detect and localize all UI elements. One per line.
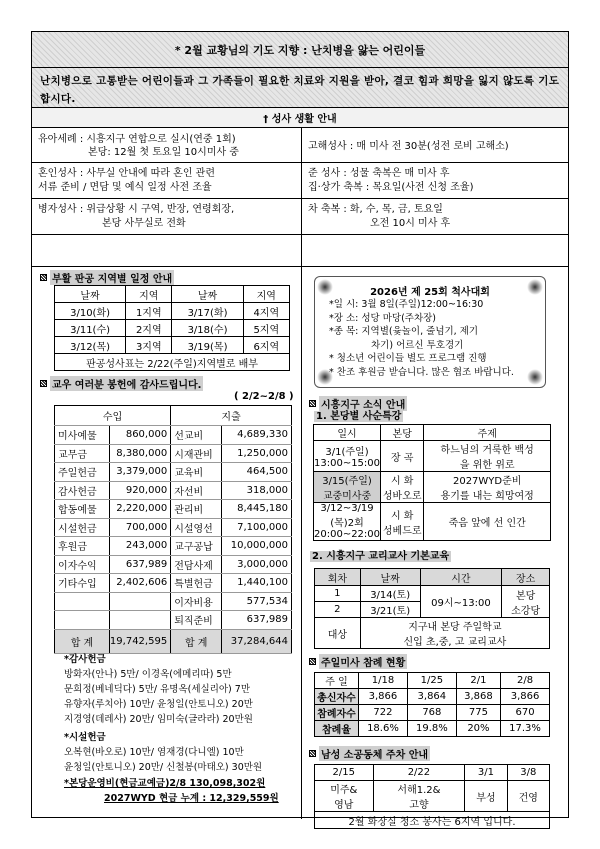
finance-row: 이자수익 637,989 전담사제 3,000,000 [55,555,292,574]
square-bullet-icon [40,380,47,387]
finance-row: 시설헌금 700,000 시설영선 7,100,000 [55,518,292,537]
district-news-heading: 시흥지구 소식 안내 [309,396,407,411]
anointing-of-sick: 병자성사 : 위급상황 시 구역, 반장, 연령회장, 본당 사무실로 전화 [38,204,235,229]
total-income: 19,742,595 [109,629,170,653]
finance-row: 기타수입 2,402,606 특별헌금 1,440,100 [55,574,292,593]
parking-table: 2/15 2/22 3/1 3/8 미주& 영남 서해1.2& 고향 부성 건영 2월 화장실 청소 봉사는 6지역 입니다. [314,764,550,829]
finance-row: 이자비용 577,534 [55,592,292,611]
sports-day-title: 2026년 제 25회 척사대회 [370,287,490,298]
finance-period: ( 2/2~2/8 ) [234,391,294,402]
confession: 고해성사 : 매 미사 전 30분(성전 로비 고해소) [308,141,509,152]
finance-row: 감사헌금 920,000 자선비 318,000 [55,481,292,500]
finance-row: 후원금 243,000 교구공납 10,000,000 [55,537,292,556]
lecture-heading: 1. 본당별 사순특강 [316,411,402,422]
prayer-intention-body: 난치병으로 고통받는 어린이들과 그 가족들이 필요한 치료와 지원을 받아, 결코 힘과 희망을 잃지 않도록 기도합시다. [32,68,568,108]
bulletin-page [31,31,569,828]
sacraments-title: † 성사 생활 안내 [32,108,568,128]
wyd-total: 2027WYD 현금 누계 : 12,329,559원 [104,793,279,804]
easter-visit-table: 날짜 지역 날짜 지역 3/10(화) 1지역 3/17(화) 4지역 3/11(수) 2지역 3/18(수) 5지역 3/12(목) 3지역 3/19(목) 6지역 판공성사표는 2/22(주일)지역별로 배부 [54,285,290,371]
finance-row: 주일헌금 3,379,000 교육비 464,500 [55,463,292,482]
prayer-intention-title: * 2월 교황님의 기도 지향 : 난치병을 앓는 어린이들 [32,32,568,68]
teacher-training-heading: 2. 시흥지구 교리교사 기본교육 [312,551,450,562]
square-bullet-icon [309,658,316,665]
finance-table: 수입 지출 미사예물 860,000 선교비 4,689,330 교무금 8,380,000 시재관비 1,250,000 주일헌금 3,379,000 교육비 464,500 감사헌금 920,000 자선비 318,000 합동예물 2,220,000 관리비 8,445,180 시설헌금 700,000 시설영선 7,100,000 후원금 243,000 교구공납 10,000,000 이자수익 637,989 전담사제 3,000,000 기타수입 2,402,606 특별헌금 1,440,100 이자비용 577,534 퇴직준비 637,989 합 계 19,742,595 합 계 37,284,644 [54,405,292,654]
square-bullet-icon [40,274,47,281]
sports-day-box: 2026년 제 25회 척사대회 *일 시: 3월 8일(주일)12:00~16:30 *장 소: 성당 마당(주차장) *종 목: 지역별(윷놀이, 줄넘기, 제기 차기) 어르신 투호경기 * 청소년 어린이들 별도 프로그램 진행 * 찬조 후원금 받습니다. 많은 협조 바랍니다. [314,276,546,388]
attendance-heading: 주일미사 참례 현황 [309,654,407,669]
infant-baptism: 유아세례 : 시흥지구 연합으로 실시(연중 1회) 본당: 12월 첫 토요일 10시미사 중 [38,134,239,158]
finance-row: 교무금 8,380,000 시재관비 1,250,000 [55,444,292,463]
teacher-training-table: 회차 날짜 시간 장소 1 3/14(토) 09시~13:00 본당 소강당 2 3/21(토) 대상 지구내 본당 주일학교 신입 초,중, 고 교리교사 [314,568,550,649]
easter-visit-note: 판공성사표는 2/22(주일)지역별로 배부 [55,354,290,371]
square-bullet-icon [309,750,316,757]
finance-row: 미사예물 860,000 선교비 4,689,330 [55,426,292,445]
finance-row: 합동예물 2,220,000 관리비 8,445,180 [55,500,292,519]
car-blessing: 차 축복 : 화, 수, 목, 금, 토요일 오전 10시 미사 후 [308,204,451,229]
thanks-offerings: *감사헌금 방화자(안나) 5만/ 이경옥(에메리따) 5만 문희정(베네딕다) 5만/ 유명옥(세실리아) 7만 유향자(루치아) 10만/ 윤청일(안토니오) 20만 지경영(데레사) 20만/ 임미숙(글라라) 20만원 [64,654,253,725]
easter-visit-heading: 부활 판공 지역별 일정 안내 [40,270,174,285]
parish-fund: *본당운영비(현금교예금)2/8 130,098,302원 [64,778,266,789]
facility-offerings: *시설헌금 오복현(바오로) 10만/ 염재경(다니엘) 10만 윤청일(안토니오) 20만/ 신철봉(마태오) 30만원 [64,732,263,773]
marriage: 혼인성사 : 사무실 안내에 따라 혼인 관련 서류 준비 / 면담 및 예식 일정 사전 조율 [38,168,216,193]
parking-heading: 남성 소공동체 주차 안내 [309,746,430,761]
square-bullet-icon [309,400,316,407]
finance-row: 퇴직준비 637,989 [55,611,292,630]
cleaning-note: 2월 화장실 청소 봉사는 6지역 입니다. [315,812,550,829]
sacramental-blessing: 준 성사 : 성물 축복은 매 미사 후 집·상가 축복 : 목요일(사전 신청 조율) [308,168,474,193]
attendance-table: 주 일 1/18 1/25 2/1 2/8 총신자수 3,866 3,864 3,868 3,866 참례자수 722 768 775 670 참례율 18.6% 19.8% 20% 17.3% [314,672,550,737]
lecture-table: 일시 본당 주제 3/1(주일) 13:00~15:00 장 곡 하느님의 거룩한 백성 을 위한 위로 3/15(주일) 교중미사중 시 화 성바오로 2027WYD준비 용기를 내는 희망여정 3/12~3/19 (목)2회 20:00~22:00 시 화 성베드로 죽음 앞에 선 인간 [313,424,551,541]
finance-heading: 교우 여러분 봉헌에 감사드립니다. [40,376,203,391]
total-expense: 37,284,644 [222,629,292,653]
